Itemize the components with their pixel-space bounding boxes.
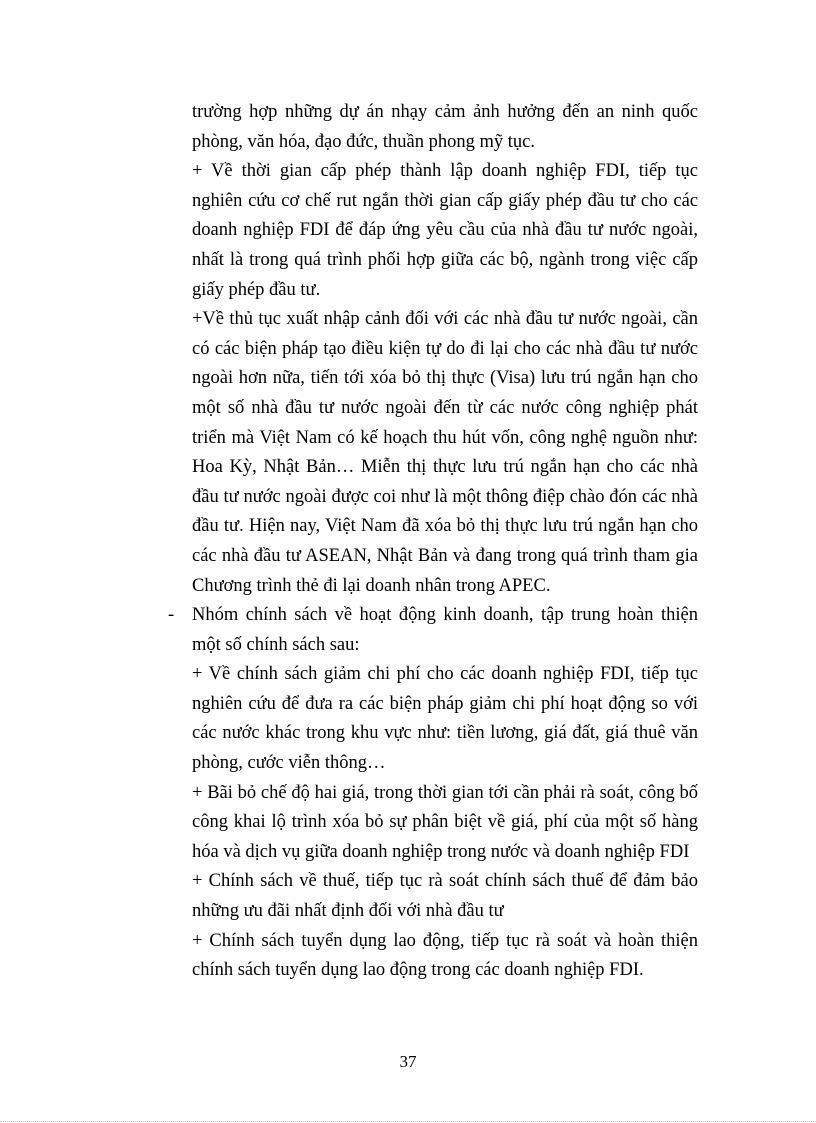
paragraph-licensing-time: + Về thời gian cấp phép thành lập doanh nghiệp FDI, tiếp tục nghiên cứu cơ chế rut ngắn thời gian cấp giấy phép đầu tư cho các doanh nghiệp FDI để đáp ứng yêu cầu của nhà đầu tư nước ngoài, nhất là trong quá trình phối hợp giữa các bộ, ngành trong việc cấp giấy phép đầu tư. <box>192 161 698 300</box>
paragraph-immigration-procedures: +Về thủ tục xuất nhập cảnh đối với các nhà đầu tư nước ngoài, cần có các biện pháp tạo điều kiện tự do đi lại cho các nhà đầu tư nước ngoài hơn nữa, tiến tới xóa bỏ thị thực (Visa) lưu trú ngắn hạn cho một số nhà đầu tư nước ngoài đến từ các nước công nghiệp phát triển mà Việt Nam có kế hoạch thu hút vốn, công nghệ nguồn như: Hoa Kỳ, Nhật Bản… Miễn thị thực lưu trú ngắn hạn cho các nhà đầu tư nước ngoài được coi như là một thông điệp chào đón các nhà đầu tư. Hiện nay, Việt Nam đã xóa bỏ thị thực lưu trú ngắn hạn cho các nhà đầu tư ASEAN, Nhật Bản và đang trong quá trình tham gia Chương trình thẻ đi lại doanh nhân trong APEC. <box>192 309 698 596</box>
paragraph-tax-policy: + Chính sách về thuế, tiếp tục rà soát chính sách thuế để đảm bảo những ưu đãi nhất định đối với nhà đầu tư <box>192 871 698 922</box>
page-number: 37 <box>399 1052 417 1071</box>
paragraph-labor-policy: + Chính sách tuyển dụng lao động, tiếp tục rà soát và hoàn thiện chính sách tuyển dụng lao động trong các doanh nghiệp FDI. <box>192 930 698 981</box>
dash-bullet: - <box>168 605 175 626</box>
list-item-text: Nhóm chính sách về hoạt động kinh doanh, tập trung hoàn thiện một số chính sách sau: <box>192 605 698 655</box>
body-text <box>168 98 698 986</box>
paragraph-dual-pricing: + Bãi bỏ chế độ hai giá, trong thời gian tới cần phải rà soát, công bố công khai lộ trình xóa bỏ sự phân biệt về giá, phí của một số hàng hóa và dịch vụ giữa doanh nghiệp trong nước và doanh nghiệp FDI <box>192 782 698 862</box>
paragraph-continuation: trường hợp những dự án nhạy cảm ảnh hưởng đến an ninh quốc phòng, văn hóa, đạo đức, thuần phong mỹ tục. <box>192 102 698 152</box>
page-bottom-rule <box>0 1121 816 1122</box>
list-item-business-policy <box>168 601 698 660</box>
paragraph-cost-reduction: + Về chính sách giảm chi phí cho các doanh nghiệp FDI, tiếp tục nghiên cứu để đưa ra các biện pháp giảm chi phí hoạt động so với các nước khác trong khu vực như: tiền lương, giá đất, giá thuê văn phòng, cước viễn thông… <box>192 664 698 774</box>
